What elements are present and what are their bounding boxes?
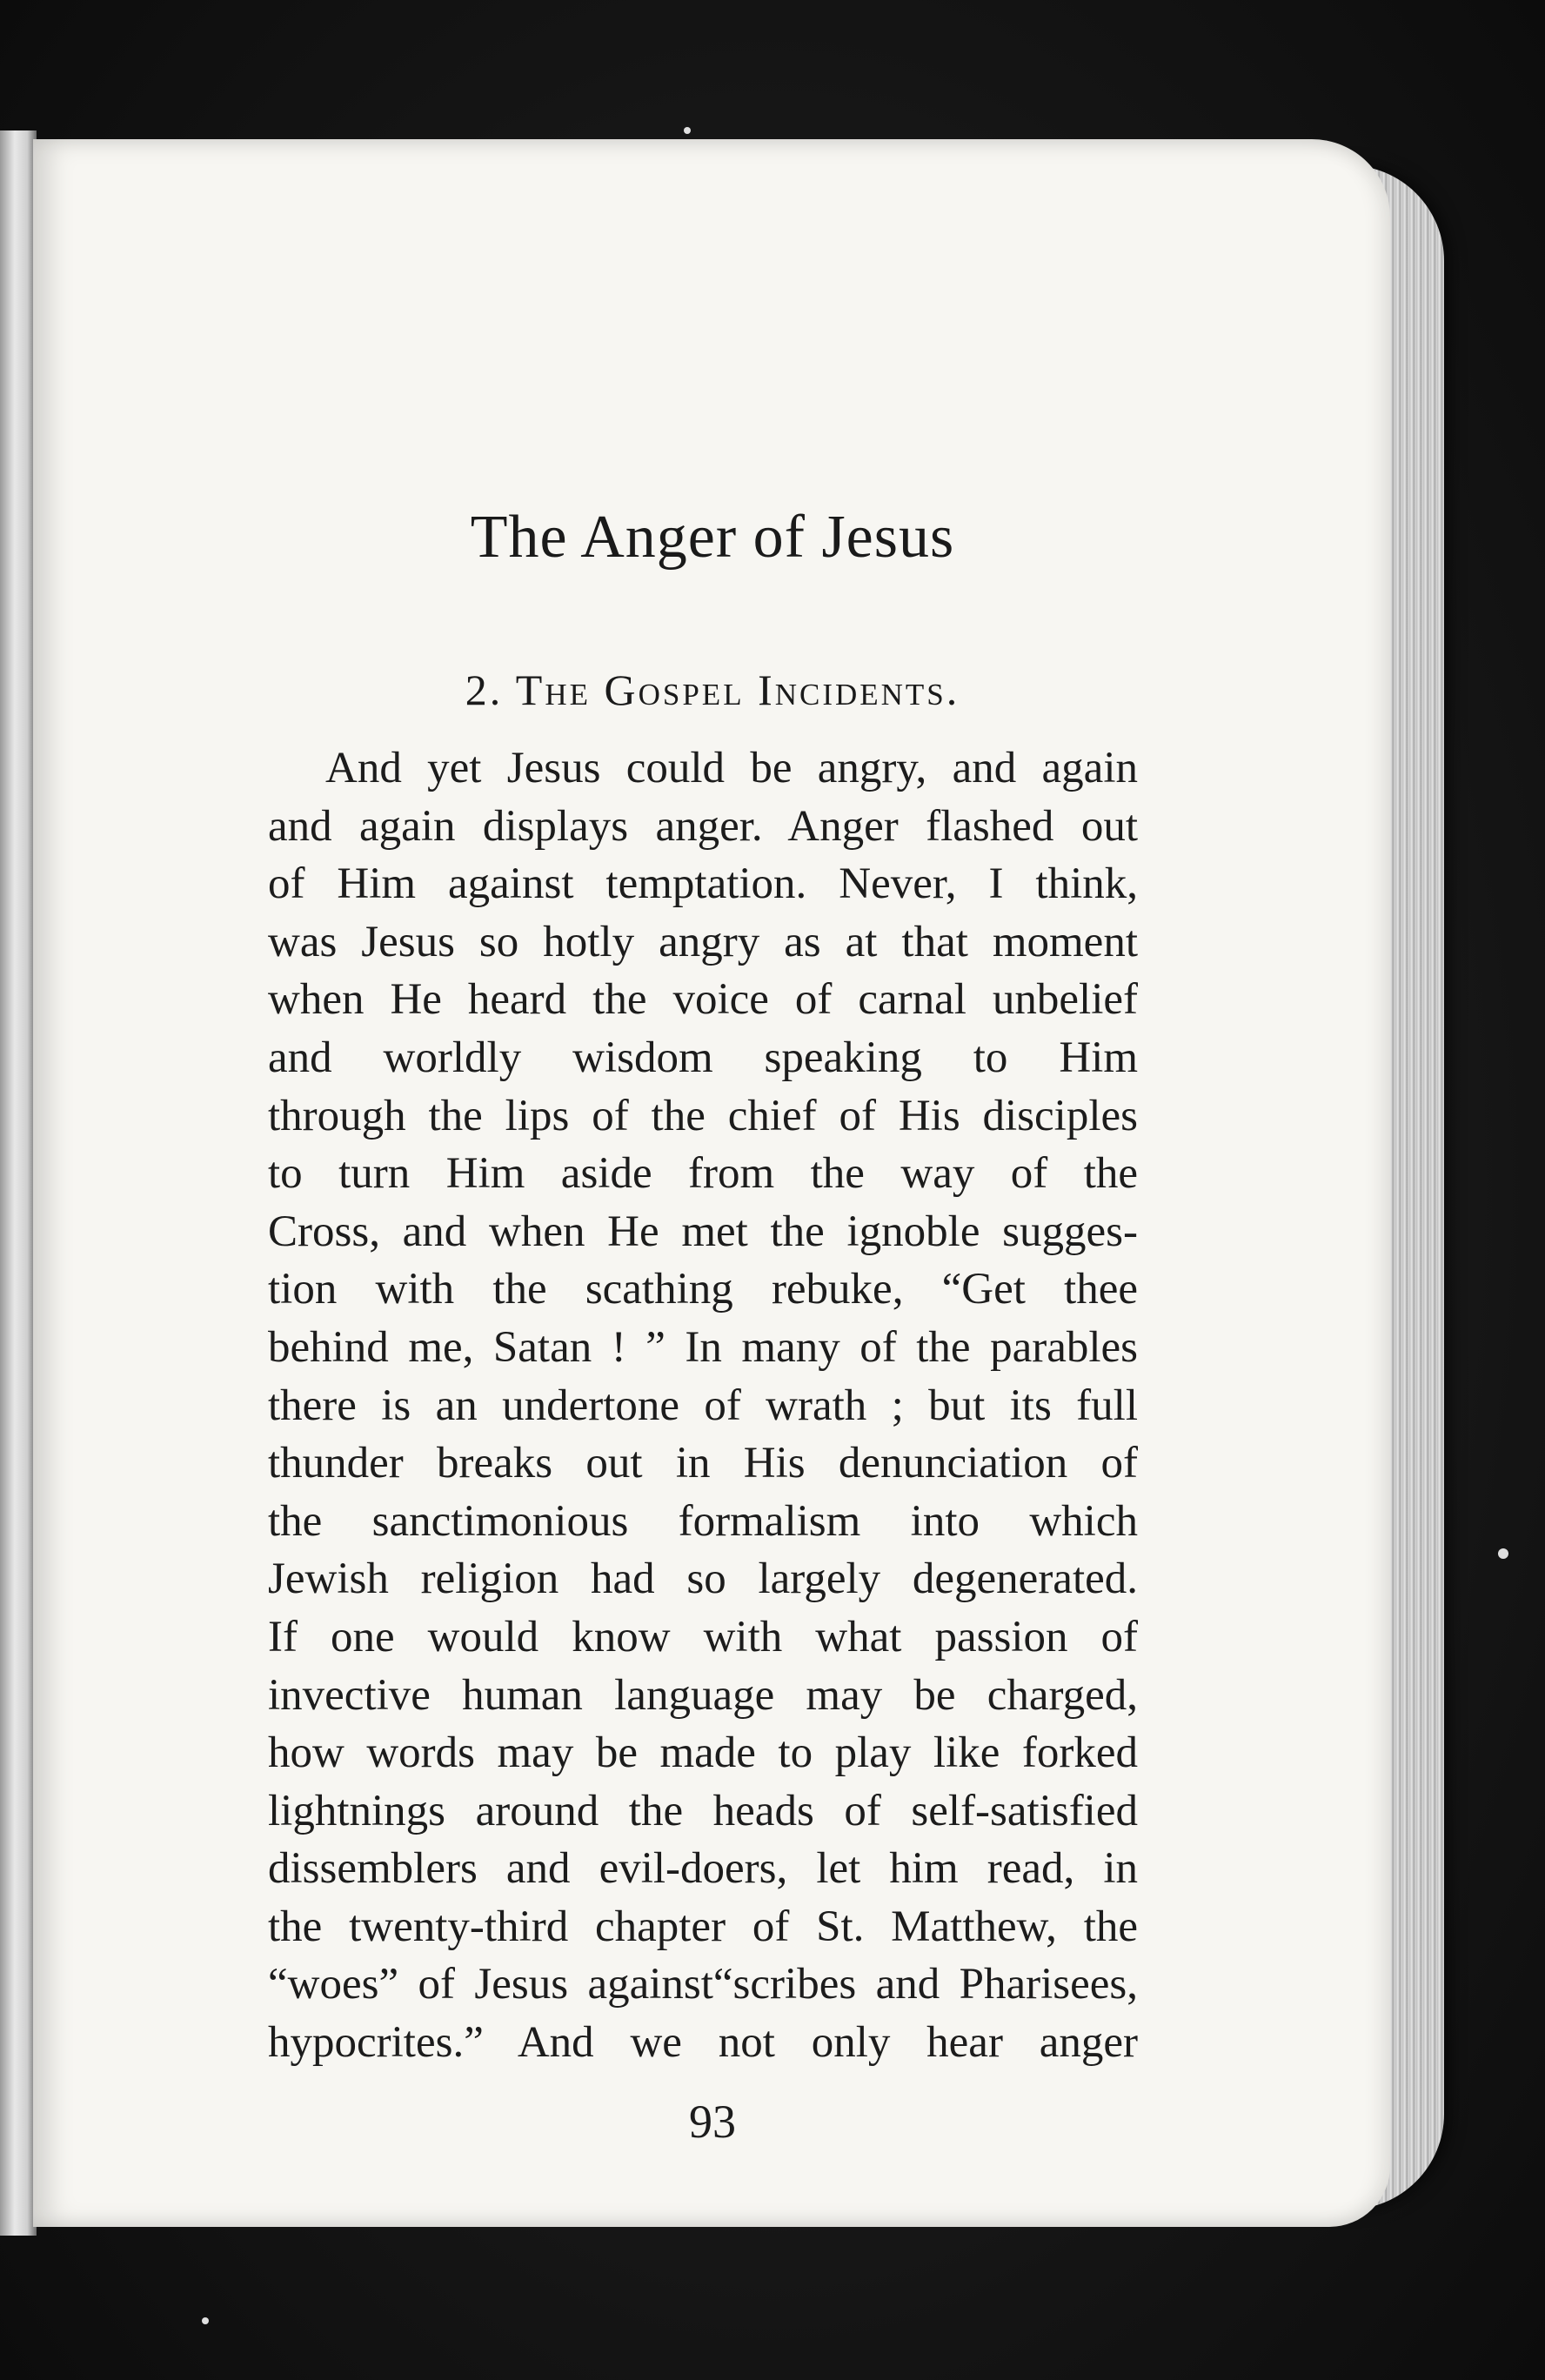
running-head: The Anger of Jesus bbox=[470, 504, 955, 571]
text-line: thunder breaks out in His denunciation of bbox=[268, 1439, 1138, 1488]
text-line: dissemblers and evil-doers, let him read, in bbox=[268, 1844, 1138, 1894]
text-line: tion with the scathing rebuke, “Get thee bbox=[268, 1265, 1138, 1314]
section-heading: 2. The Gospel Incidents. bbox=[465, 665, 960, 714]
page-number: 93 bbox=[689, 2096, 736, 2148]
text-line: If one would know with what passion of bbox=[268, 1612, 1138, 1661]
dust-speck bbox=[1498, 1548, 1508, 1559]
text-line: invective human language may be charged, bbox=[268, 1670, 1138, 1720]
text-line: the twenty-third chapter of St. Matthew, the bbox=[268, 1902, 1138, 1951]
dust-speck bbox=[684, 127, 691, 134]
text-line: the sanctimonious formalism into which bbox=[268, 1496, 1138, 1546]
text-line: hypocrites.” And we not only hear anger bbox=[268, 2018, 1138, 2068]
text-line: Cross, and when He met the ignoble sugges- bbox=[268, 1207, 1138, 1256]
dust-speck bbox=[202, 2317, 209, 2324]
text-line: And yet Jesus could be angry, and again bbox=[325, 744, 1138, 792]
text-line: through the lips of the chief of His disciples bbox=[268, 1091, 1138, 1140]
left-page-edge bbox=[0, 130, 37, 2236]
book-page bbox=[33, 139, 1390, 2227]
text-line: there is an undertone of wrath ; but its full bbox=[268, 1381, 1138, 1430]
text-line: to turn Him aside from the way of the bbox=[268, 1149, 1138, 1199]
text-line: lightnings around the heads of self-satisfied bbox=[268, 1786, 1138, 1835]
text-line: was Jesus so hotly angry as at that moment bbox=[268, 917, 1138, 966]
text-line: how words may be made to play like forked bbox=[268, 1728, 1138, 1778]
text-line: Jewish religion had so largely degenerated. bbox=[268, 1554, 1138, 1604]
text-line: when He heard the voice of carnal unbelief bbox=[268, 975, 1138, 1025]
text-line: and worldly wisdom speaking to Him bbox=[268, 1033, 1138, 1082]
text-line: behind me, Satan ! ” In many of the parables bbox=[268, 1322, 1138, 1372]
body-text bbox=[268, 739, 1138, 2072]
text-line: and again displays anger. Anger flashed out bbox=[268, 801, 1138, 851]
text-line: “woes” of Jesus against“scribes and Pharisees, bbox=[268, 1960, 1138, 2009]
text-line: of Him against temptation. Never, I think, bbox=[268, 859, 1138, 909]
